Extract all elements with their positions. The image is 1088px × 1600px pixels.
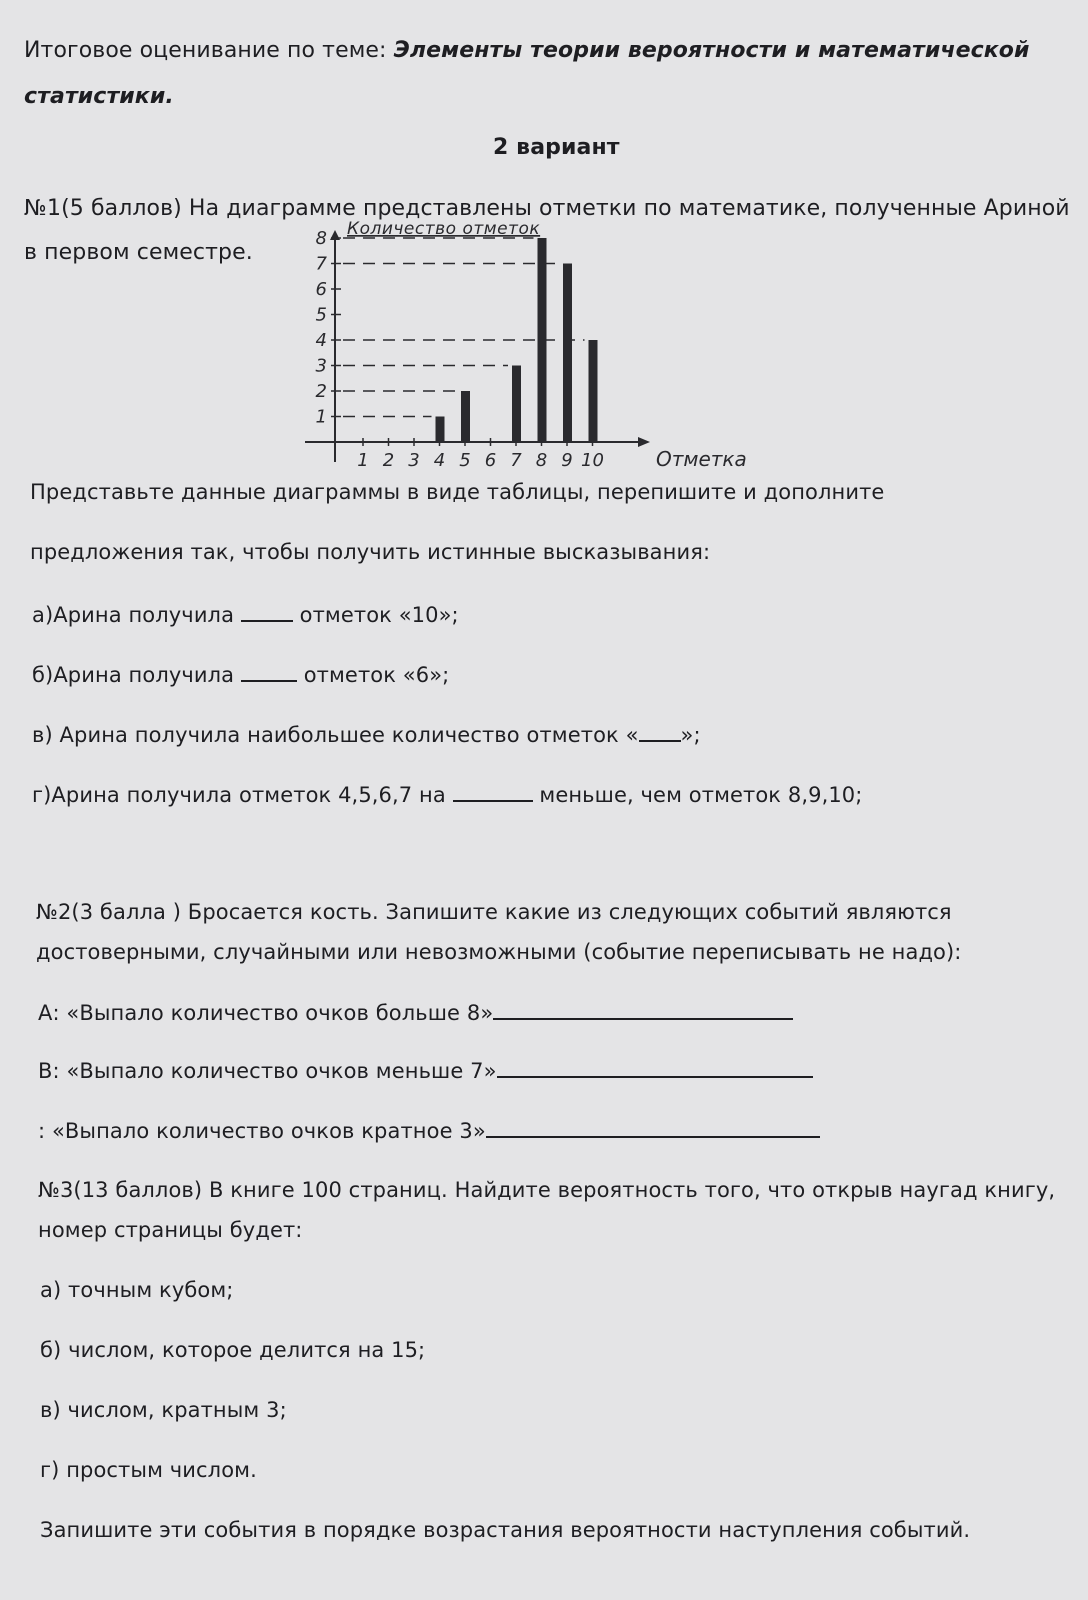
header-prefix: Итоговое оценивание по теме: bbox=[24, 38, 394, 63]
task2-event-a bbox=[38, 1000, 793, 1025]
task2-line-2: достоверными, случайными или невозможными (событие переписывать не надо): bbox=[36, 940, 962, 964]
event-b-text: В: «Выпало количество очков меньше 7» bbox=[38, 1059, 497, 1083]
bar-grade-4 bbox=[436, 417, 445, 443]
task1-instruction-1: Представьте данные диаграммы в виде таблицы, перепишите и дополните bbox=[30, 480, 885, 504]
item-v-blank bbox=[639, 722, 681, 742]
task1-item-g bbox=[32, 782, 862, 807]
y-tick-label: 8 bbox=[315, 228, 327, 249]
y-tick-label: 7 bbox=[315, 253, 327, 275]
task3-item-a: а) точным кубом; bbox=[40, 1278, 234, 1302]
event-c-text: : «Выпало количество очков кратное 3» bbox=[38, 1119, 486, 1143]
x-tick-label: 4 bbox=[433, 450, 446, 471]
x-axis-arrow bbox=[638, 437, 650, 447]
task3-item-v: в) числом, кратным 3; bbox=[40, 1398, 287, 1422]
item-a-text-after: отметок «10»; bbox=[292, 603, 459, 627]
header-topic: Элементы теории вероятности и математической bbox=[393, 38, 1030, 63]
item-g-blank bbox=[453, 782, 533, 802]
bar-grade-10 bbox=[589, 340, 598, 442]
x-tick-label: 10 bbox=[581, 450, 604, 471]
x-tick-label: 5 bbox=[459, 450, 471, 471]
bar-grade-5 bbox=[461, 391, 470, 442]
y-tick-label: 1 bbox=[315, 406, 327, 428]
item-b-text-after: отметок «6»; bbox=[296, 663, 450, 687]
item-v-text-before: в) Арина получила наибольшее количество отметок « bbox=[32, 723, 639, 747]
bar-grade-9 bbox=[563, 264, 572, 443]
x-tick-label: 8 bbox=[535, 450, 548, 471]
event-c-blank bbox=[486, 1118, 820, 1138]
item-b-text-before: б)Арина получила bbox=[32, 663, 241, 687]
event-a-text: А: «Выпало количество очков больше 8» bbox=[38, 1001, 494, 1025]
x-tick-label: 1 bbox=[357, 450, 369, 471]
x-tick-label: 6 bbox=[484, 450, 497, 471]
task2-event-b bbox=[38, 1058, 813, 1083]
item-g-text-after: меньше, чем отметок 8,9,10; bbox=[532, 783, 863, 807]
variant-title: 2 вариант bbox=[493, 135, 620, 160]
task1-item-v bbox=[32, 722, 701, 747]
task1-item-a bbox=[32, 602, 459, 627]
bar-grade-7 bbox=[512, 366, 521, 443]
task3-item-g: г) простым числом. bbox=[40, 1458, 257, 1482]
item-a-blank bbox=[241, 602, 293, 622]
item-v-text-after: »; bbox=[680, 723, 701, 747]
y-tick-label: 4 bbox=[315, 330, 327, 351]
y-axis-label: Количество отметок bbox=[347, 219, 541, 239]
item-g-text-before: г)Арина получила отметок 4,5,6,7 на bbox=[32, 783, 453, 807]
y-tick-label: 3 bbox=[315, 355, 327, 377]
grades-bar-chart bbox=[290, 210, 760, 480]
x-tick-label: 3 bbox=[408, 450, 420, 471]
task1-item-b bbox=[32, 662, 449, 687]
task1-instruction-2: предложения так, чтобы получить истинные высказывания: bbox=[30, 540, 711, 564]
header-topic-line-2: статистики. bbox=[24, 84, 174, 109]
y-tick-label: 6 bbox=[315, 279, 327, 300]
task2-event-c bbox=[38, 1118, 820, 1143]
x-tick-label: 7 bbox=[510, 450, 522, 471]
task3-line-1: №3(13 баллов) В книге 100 страниц. Найдите вероятность того, что открыв наугад книгу, bbox=[38, 1178, 1056, 1202]
x-axis-label: Отметка bbox=[656, 447, 747, 471]
task3-final-instruction: Запишите эти события в порядке возрастания вероятности наступления событий. bbox=[40, 1518, 971, 1542]
task1-line-2: в первом семестре. bbox=[24, 240, 253, 265]
x-tick-label: 9 bbox=[561, 450, 573, 471]
event-b-blank bbox=[497, 1058, 813, 1078]
header-line-1 bbox=[24, 38, 1030, 63]
event-a-blank bbox=[493, 1000, 793, 1020]
item-b-blank bbox=[241, 662, 297, 682]
task3-line-2: номер страницы будет: bbox=[38, 1218, 303, 1242]
y-tick-label: 5 bbox=[315, 304, 327, 326]
x-tick-label: 2 bbox=[382, 450, 395, 471]
y-tick-label: 2 bbox=[315, 381, 327, 402]
task3-item-b: б) числом, которое делится на 15; bbox=[40, 1338, 426, 1362]
task2-line-1: №2(3 балла ) Бросается кость. Запишите какие из следующих событий являются bbox=[36, 900, 952, 924]
item-a-text-before: а)Арина получила bbox=[32, 603, 241, 627]
task1-line-1: №1(5 баллов) На диаграмме представлены отметки по математике, полученные Ариной bbox=[24, 196, 1070, 221]
